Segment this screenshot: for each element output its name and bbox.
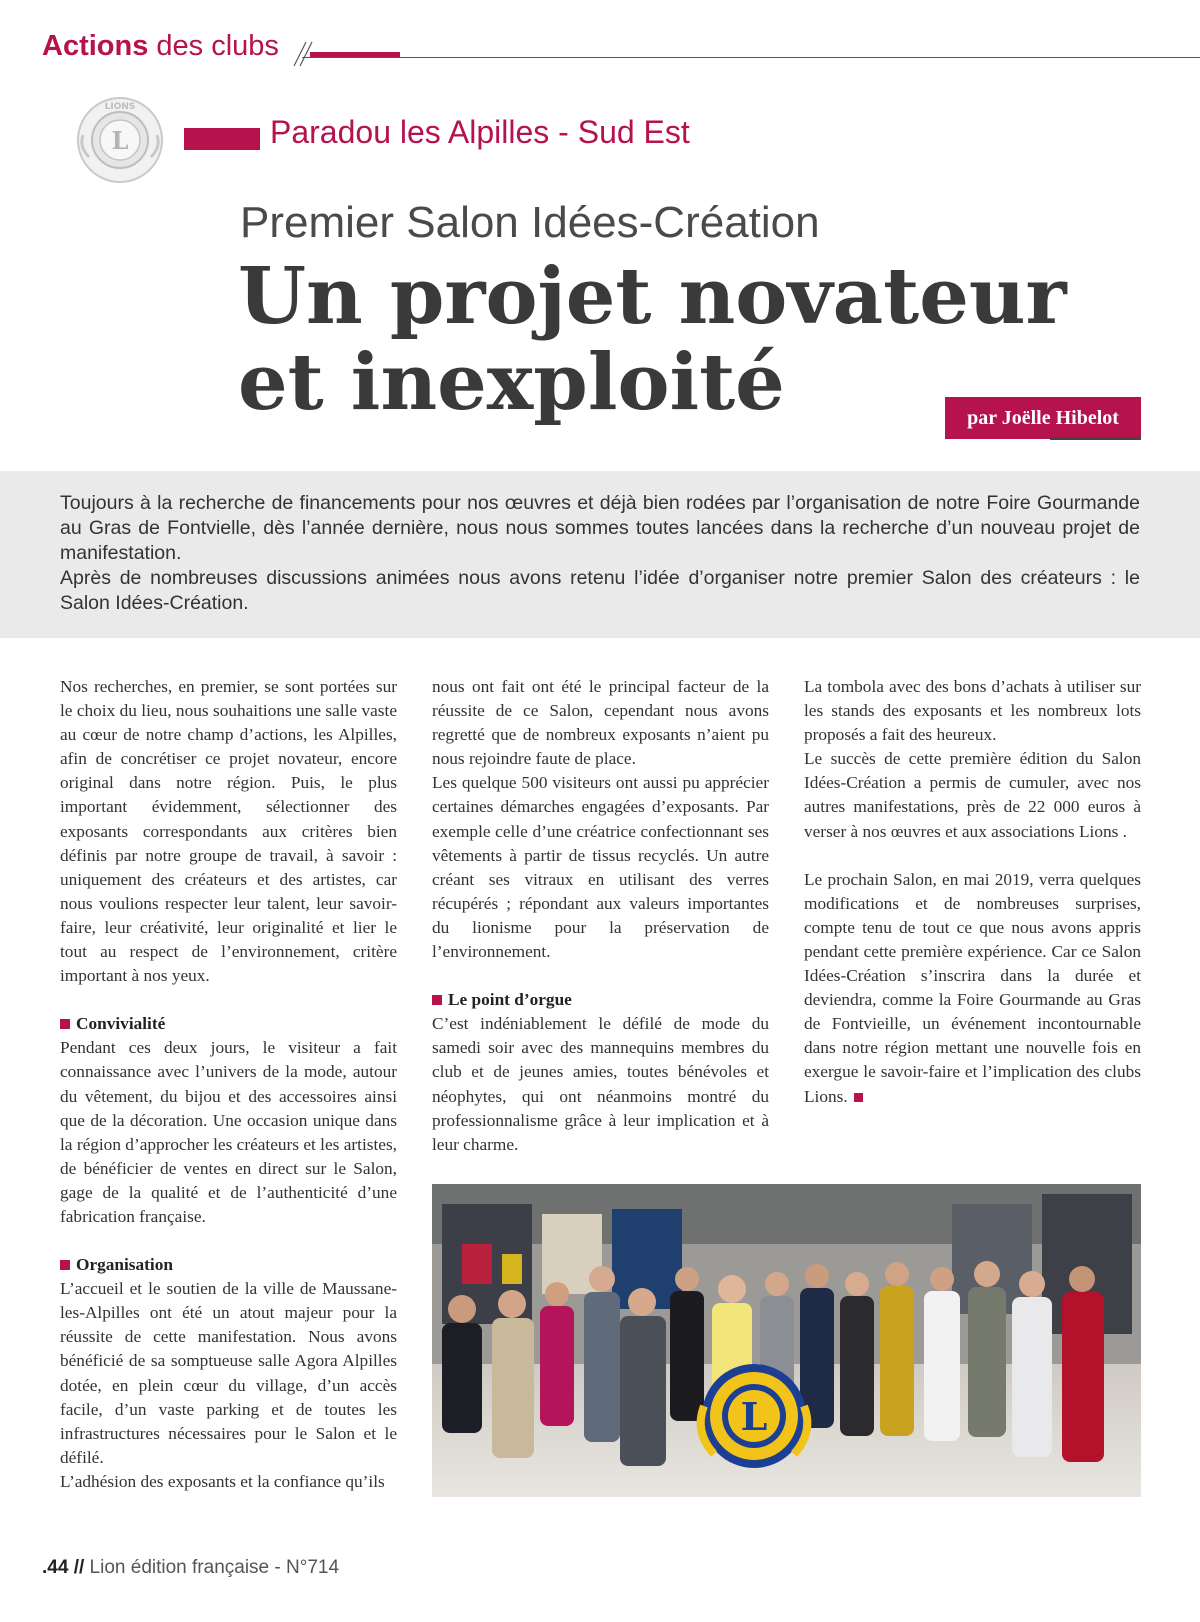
section-header-light: des clubs [148, 30, 279, 62]
author-byline: par Joëlle Hibelot [945, 397, 1141, 439]
subheading-point-orgue: Le point d’orgue [432, 988, 769, 1012]
intro-text [60, 491, 1140, 616]
group-photo-illustration [432, 1184, 1141, 1497]
article-column-1 [60, 675, 397, 1494]
subheading-organisation: Organisation [60, 1253, 397, 1277]
article-column-2 [432, 675, 769, 1157]
article-headline [238, 251, 1067, 428]
body-paragraph: Pendant ces deux jours, le visiteur a fait connaissance avec l’univers de la mode, autour du vêtement, du bijou et des accessoires ainsi que de la décoration. Une occasion unique dans la région d’approcher les créateurs et les artistes, de bénéficier de ventes en direct sur le Salon, gage de la qualité et de l’authenticité d’une fabrication française. [60, 1038, 397, 1226]
headline-line-1: Un projet novateur [238, 251, 1067, 342]
body-paragraph: Nos recherches, en premier, se sont portées sur le choix du lieu, nous souhaitions une salle vaste au cœur de notre champ d’actions, les Alpilles, afin de concrétiser ce projet novateur, encore original dans notre région. Puis, le plus important évidemment, sélectionner des exposants correspondants aux critères bien définis par notre groupe de travail, à savoir : uniquement des créateurs et des artistes, car nous voulions respecter leur talent, leur savoir-faire, leur créativité, leur originalité et lier le tout au respect de l’environnement, critère important à nos yeux. [60, 677, 397, 986]
body-paragraph: Le succès de cette première édition du Salon Idées-Création a permis de cumuler, avec nos autres manifestations, près de 22 000 euros à verser à nos œuvres et aux associations Lions . [804, 749, 1141, 841]
svg-text:L: L [740, 1394, 768, 1439]
group-photo [432, 1184, 1141, 1497]
lions-logo-icon [75, 95, 165, 185]
header-accent-rule [310, 52, 400, 57]
section-header-bold: Actions [42, 30, 149, 62]
body-paragraph: La tombola avec des bons d’achats à utiliser sur les stands des exposants et les nombreux lots proposés a fait des heureux. [804, 677, 1141, 745]
body-paragraph: nous ont fait ont été le principal facteur de la réussite de ce Salon, cependant nous avons regretté que de nombreux exposants n’aient pu nous rejoindre faute de place. [432, 677, 769, 769]
page-number: .44 [42, 1557, 69, 1578]
body-paragraph: L’accueil et le soutien de la ville de Maussane-les-Alpilles ont été un atout majeur pour la réussite de cette manifestation. Nous avons bénéficié de sa somptueuse salle Agora Alpilles dotée, en plein cœur du village, d’un accès facile, d’un vaste parking et de toutes les infrastructures nécessaires pour le Salon et le défilé. [60, 1279, 397, 1467]
footer-separator: // [68, 1557, 90, 1578]
article-kicker: Premier Salon Idées-Création [240, 198, 820, 247]
header-rule [302, 57, 1200, 58]
body-paragraph: L’adhésion des exposants et la confiance qu’ils [60, 1471, 385, 1491]
intro-paragraph: Après de nombreuses discussions animées nous avons retenu l’idée d’organiser notre premier Salon des créateurs : le Salon Idées-Création. [60, 567, 1140, 614]
section-bullet-icon [60, 1019, 70, 1029]
section-header [42, 30, 279, 63]
club-name: Paradou les Alpilles - Sud Est [270, 114, 690, 150]
body-paragraph: Les quelque 500 visiteurs ont aussi pu apprécier certaines démarches engagées d’exposants. Par exemple celle d’une créatrice confectionnant ses vêtements à partir de tissus recyclés. Un autre créant ses vitraux en utilisant des verres récupérés ; répondant aux valeurs importantes du lionisme pour la préservation de l’environnement. [432, 773, 769, 962]
headline-line-2: et inexploité [238, 337, 785, 428]
body-paragraph: Le prochain Salon, en mai 2019, verra quelques modifications et de nombreuses surprises, compte tenu de tout ce que nous avons appris pendant cette première expérience. Car ce Salon Idées-Création s’inscrira dans la durée et deviendra, comme la Foire Gourmande au Gras de Fontvieille, un événement incontournable dans notre région mettant une nouvelle fois en exergue le savoir-faire et l’implication des clubs Lions. [804, 869, 1141, 1106]
article-column-3 [804, 675, 1141, 1109]
byline-underline [1050, 437, 1141, 440]
end-mark-icon [854, 1093, 863, 1102]
club-accent-bar [184, 128, 260, 150]
subheading-convivialite: Convivialité [60, 1012, 397, 1036]
svg-text:LIONS: LIONS [104, 102, 136, 112]
section-bullet-icon [432, 995, 442, 1005]
section-bullet-icon [60, 1260, 70, 1270]
intro-paragraph: Toujours à la recherche de financements pour nos œuvres et déjà bien rodées par l’organisation de notre Foire Gourmande au Gras de Fontvielle, dès l’année dernière, nous nous sommes toutes lancées dans la recherche d’un nouveau projet de manifestation. [60, 492, 1140, 564]
publication-name: Lion édition française - N°714 [89, 1557, 340, 1578]
svg-text:L: L [111, 126, 129, 155]
page-footer [42, 1557, 339, 1579]
body-paragraph: C’est indéniablement le défilé de mode du samedi soir avec des mannequins membres du club et de jeunes amies, toutes bénévoles et néophytes, qui ont néanmoins montré du professionnalisme grâce à leur implication et à leur charme. [432, 1014, 769, 1154]
